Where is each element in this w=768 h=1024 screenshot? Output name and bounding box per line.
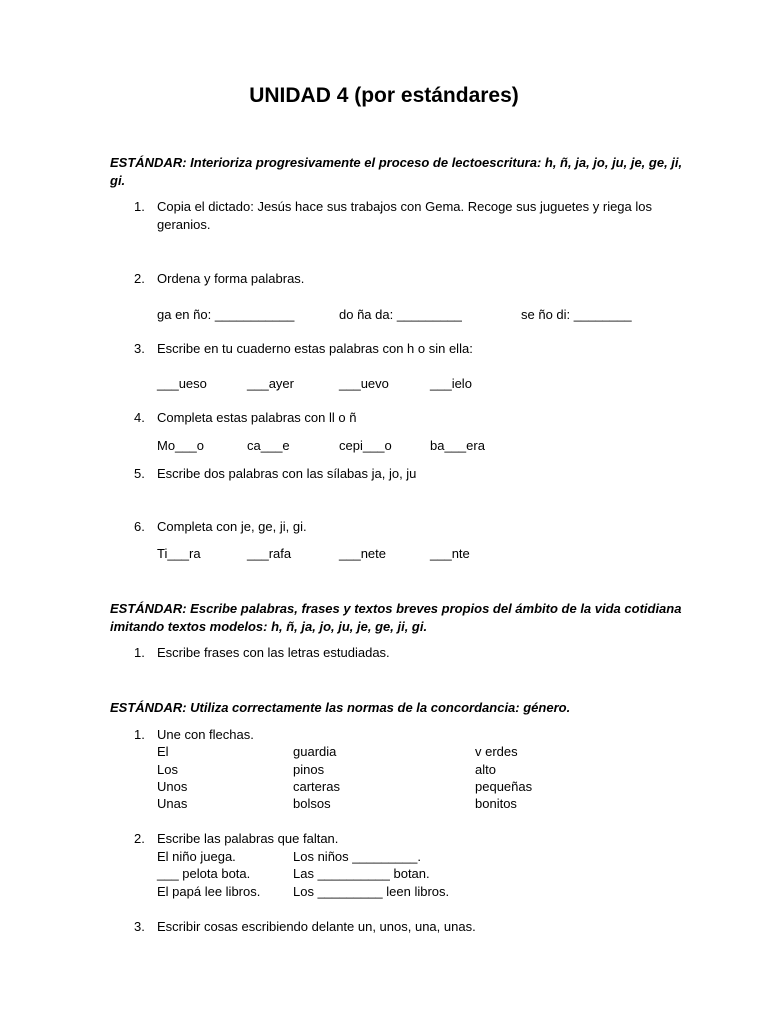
item-number: 2. xyxy=(134,831,145,846)
h-word-3: ___uevo xyxy=(339,376,389,391)
plural-sentence-1: Los niños _________. xyxy=(293,849,421,864)
match-left-4: Unas xyxy=(157,796,188,811)
order-answer-2: do ña da: _________ xyxy=(339,307,462,322)
item-4-text: Completa estas palabras con ll o ñ xyxy=(157,410,357,425)
match-right-4: bonitos xyxy=(475,796,517,811)
item-number: 1. xyxy=(134,199,145,214)
match-right-1: v erdes xyxy=(475,744,518,759)
item-3-text: Escribe en tu cuaderno estas palabras con h o sin ella: xyxy=(157,341,473,356)
singular-sentence-3: El papá lee libros. xyxy=(157,884,261,899)
section-3-item-1-text: Une con flechas. xyxy=(157,727,254,742)
singular-sentence-1: El niño juega. xyxy=(157,849,236,864)
item-5-text: Escribe dos palabras con las sílabas ja, jo, ju xyxy=(157,466,417,481)
item-number: 5. xyxy=(134,466,145,481)
item-1-text-line-1: Copia el dictado: Jesús hace sus trabajos con Gema. Recoge sus juguetes y riega los xyxy=(157,199,652,214)
match-left-2: Los xyxy=(157,762,178,777)
je-word-1: Ti___ra xyxy=(157,546,201,561)
item-number: 6. xyxy=(134,519,145,534)
item-number: 1. xyxy=(134,727,145,742)
match-right-2: alto xyxy=(475,762,496,777)
plural-sentence-2: Las __________ botan. xyxy=(293,866,430,881)
order-answer-1: ga en ño: ___________ xyxy=(157,307,295,322)
standard-3-line-1: ESTÁNDAR: Utiliza correctamente las normas de la concordancia: género. xyxy=(110,700,571,715)
match-left-1: El xyxy=(157,744,169,759)
match-right-3: pequeñas xyxy=(475,779,533,794)
item-number: 3. xyxy=(134,341,145,356)
h-word-2: ___ayer xyxy=(247,376,294,391)
je-word-3: ___nete xyxy=(339,546,386,561)
standard-1-line-2: gi. xyxy=(110,173,126,188)
match-middle-3: carteras xyxy=(293,779,340,794)
item-6-text: Completa con je, ge, ji, gi. xyxy=(157,519,307,534)
match-middle-4: bolsos xyxy=(293,796,331,811)
item-1-text-line-2: geranios. xyxy=(157,217,211,232)
match-middle-1: guardia xyxy=(293,744,337,759)
ll-word-4: ba___era xyxy=(430,438,485,453)
ll-word-2: ca___e xyxy=(247,438,290,453)
standard-2-line-2: imitando textos modelos: h, ñ, ja, jo, ju, je, ge, ji, gi. xyxy=(110,619,428,634)
ll-word-3: cepi___o xyxy=(339,438,392,453)
singular-sentence-2: ___ pelota bota. xyxy=(157,866,251,881)
order-answer-3: se ño di: ________ xyxy=(521,307,632,322)
je-word-4: ___nte xyxy=(430,546,470,561)
plural-sentence-3: Los _________ leen libros. xyxy=(293,884,450,899)
item-number: 2. xyxy=(134,271,145,286)
item-number: 3. xyxy=(134,919,145,934)
section-3-item-3-text: Escribir cosas escribiendo delante un, unos, una, unas. xyxy=(157,919,476,934)
standard-2-line-1: ESTÁNDAR: Escribe palabras, frases y textos breves propios del ámbito de la vida cotidiana xyxy=(110,601,682,616)
h-word-1: ___ueso xyxy=(157,376,207,391)
h-word-4: ___ielo xyxy=(430,376,472,391)
je-word-2: ___rafa xyxy=(247,546,292,561)
item-2-text: Ordena y forma palabras. xyxy=(157,271,305,286)
section-3-item-2-text: Escribe las palabras que faltan. xyxy=(157,831,339,846)
page-title: UNIDAD 4 (por estándares) xyxy=(249,84,519,107)
section-2-item-1-text: Escribe frases con las letras estudiadas. xyxy=(157,645,390,660)
standard-1-line-1: ESTÁNDAR: Interioriza progresivamente el proceso de lectoescritura: h, ñ, ja, jo, ju, je, ge, ji, xyxy=(110,155,683,170)
match-left-3: Unos xyxy=(157,779,188,794)
ll-word-1: Mo___o xyxy=(157,438,204,453)
item-number: 1. xyxy=(134,645,145,660)
item-number: 4. xyxy=(134,410,145,425)
match-middle-2: pinos xyxy=(293,762,325,777)
